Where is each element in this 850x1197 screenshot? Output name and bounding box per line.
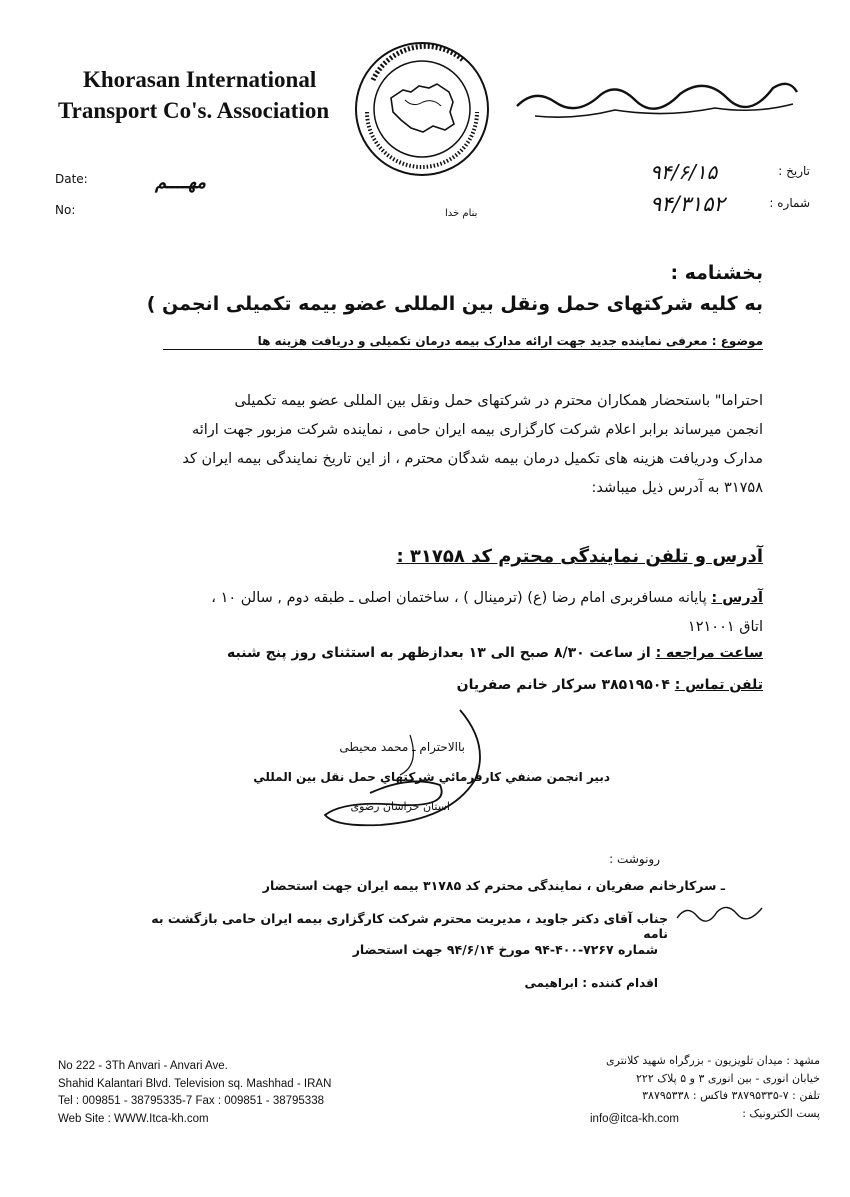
association-name-en bbox=[58, 64, 358, 126]
body-paragraph bbox=[53, 387, 763, 503]
signer-title-line1: دبیر انجمن صنفي کارفرمائي شرکتهاي حمل نقل بین المللي bbox=[253, 770, 610, 784]
date-value: ۹۴/۶/۱۵ bbox=[650, 160, 718, 184]
cc-line1: ـ سرکارخانم صفریان ، نمایندگی محترم کد ۳۱۷۸۵ بیمه ایران جهت استحضار bbox=[262, 878, 725, 893]
agency-heading: آدرس و تلفن نمایندگی محترم کد ۳۱۷۵۸ : bbox=[396, 546, 763, 567]
footer-en bbox=[58, 1058, 388, 1128]
cc-line3: شماره ۷۲۶۷-۴۰۰-۹۴ مورخ ۹۴/۶/۱۴ جهت استحضار bbox=[352, 942, 658, 957]
subject-label: موضوع : bbox=[711, 334, 763, 348]
bismillah: بنام خدا bbox=[445, 208, 478, 219]
phone-label: تلفن تماس : bbox=[674, 677, 763, 693]
address-block bbox=[43, 584, 763, 642]
handwritten-signature bbox=[300, 705, 510, 835]
number-value: ۹۴/۳۱۵۲ bbox=[650, 192, 725, 216]
handwritten-note bbox=[672, 898, 772, 928]
number-label-fa: شماره : bbox=[769, 196, 810, 210]
date-label-fa: تاریخ : bbox=[778, 164, 810, 178]
circular-heading: بخشنامه : bbox=[670, 262, 763, 284]
footer-email[interactable]: info@itca-kh.com bbox=[590, 1113, 680, 1125]
address-value: پایانه مسافربری امام رضا (ع) (ترمینال ) ، ساختمان اصلی ـ طبقه دوم , سالن ۱۰ ، bbox=[211, 590, 707, 606]
priority-stamp: مهــــم bbox=[155, 172, 207, 193]
no-label-en: No: bbox=[55, 203, 76, 217]
footer-en-address2: Shahid Kalantari Blvd. Television sq. Mashhad - IRAN bbox=[58, 1077, 332, 1090]
action-officer: اقدام کننده : ابراهیمی bbox=[524, 976, 658, 990]
cc-heading: رونوشت : bbox=[609, 852, 660, 866]
subject-line bbox=[163, 334, 763, 350]
signer-title-line2: استان خراسان رضوی bbox=[350, 800, 450, 813]
address-line2: اتاق ۱۲۱۰۰۱ bbox=[687, 619, 763, 635]
address-label: آدرس : bbox=[711, 590, 763, 606]
footer-fa-address1: مشهد : میدان تلویزیون - بزرگراه شهید کلانتری bbox=[606, 1054, 820, 1067]
body-line: احتراما" باستحضار همکاران محترم در شرکتهای حمل ونقل بین المللی عضو بیمه تکمیلی bbox=[234, 393, 763, 409]
footer-en-address1: No 222 - 3Th Anvari - Anvari Ave. bbox=[58, 1060, 228, 1072]
signature-closing: باالاحترام ـ محمد محیطی bbox=[339, 740, 465, 754]
date-label-en: Date: bbox=[55, 172, 88, 186]
footer-fa-phone: تلفن : ۷-۳۸۷۹۵۳۳۵ فاکس : ۳۸۷۹۵۳۳۸ bbox=[642, 1089, 820, 1102]
phone-line bbox=[43, 677, 763, 693]
body-line: انجمن میرساند برابر اعلام شرکت کارگزاری بیمه ایران حامی ، نماینده شرکت مزبور جهت ارائه bbox=[191, 422, 763, 438]
footer-fa-email-label: پست الکترونیک : bbox=[742, 1106, 820, 1120]
body-line: ۳۱۷۵۸ به آدرس ذیل میباشد: bbox=[591, 480, 763, 496]
phone-value: ۳۸۵۱۹۵۰۴ سرکار خانم صفریان bbox=[456, 677, 670, 693]
association-logo bbox=[353, 40, 491, 178]
association-name-en-line1: Khorasan International bbox=[83, 67, 317, 92]
recipient-line: به کلیه شرکتهای حمل ونقل بین المللی عضو بیمه تکمیلی انجمن ) bbox=[146, 293, 763, 315]
footer-en-website: Web Site : WWW.Itca-kh.com bbox=[58, 1112, 209, 1125]
hours-label: ساعت مراجعه : bbox=[655, 645, 763, 661]
subject-text: معرفی نماینده جدید جهت ارائه مدارک بیمه درمان تکمیلی و دریافت هزینه ها bbox=[257, 334, 708, 348]
address-line1 bbox=[43, 584, 763, 613]
hours-value: از ساعت ۸/۳۰ صبح الی ۱۳ بعدازظهر به استثنای روز پنج شنبه bbox=[227, 645, 651, 661]
footer-en-phone: Tel : 009851 - 38795335-7 Fax : 009851 - 38795338 bbox=[58, 1095, 324, 1107]
association-name-en-line2: Transport Co's. Association bbox=[58, 98, 330, 123]
hours-line bbox=[43, 645, 763, 661]
body-line: مدارک ودریافت هزینه های تکمیل درمان بیمه شدگان محترم ، از این تاریخ نمایندگی بیمه ایران کد bbox=[182, 451, 763, 467]
association-name-fa-signature bbox=[505, 58, 805, 128]
cc-line2: جناب آقای دکتر جاوید ، مدیریت محترم شرکت کارگزاری بیمه ایران حامی بازگشت به نامه bbox=[151, 911, 668, 941]
footer-fa-address2: خیابان انوری - بین انوری ۳ و ۵ پلاک ۲۲۲ bbox=[636, 1071, 820, 1085]
